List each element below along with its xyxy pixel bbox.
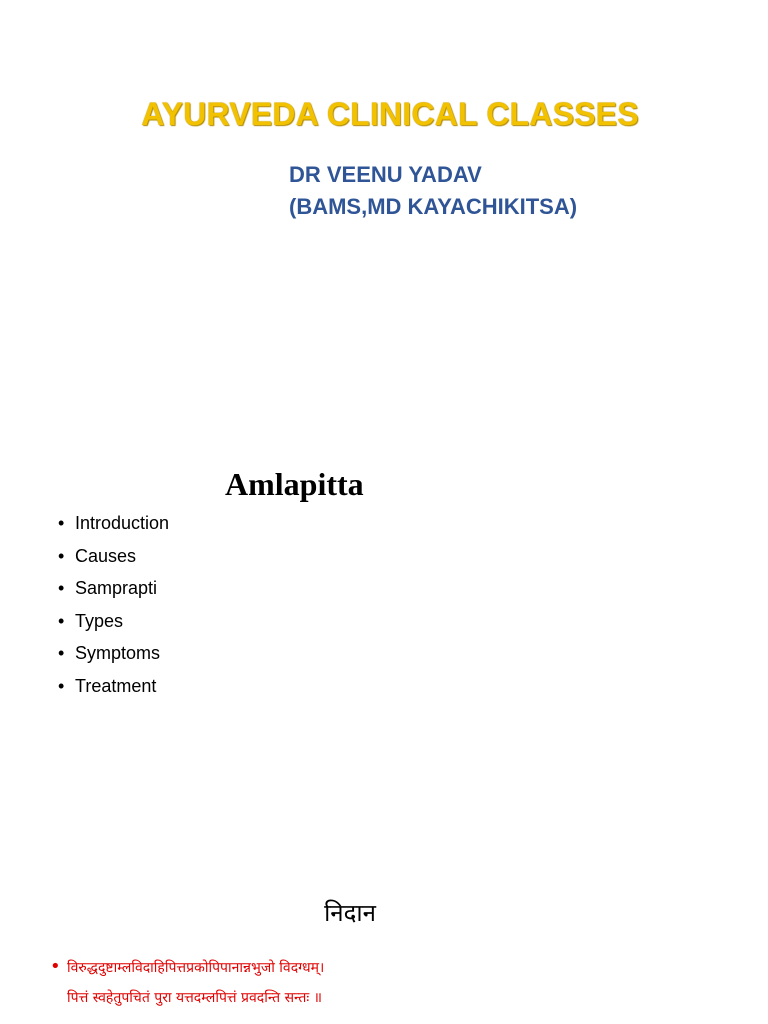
- course-title: AYURVEDA CLINICAL CLASSES: [141, 96, 639, 132]
- list-item: [58, 640, 169, 673]
- list-item-text: Causes: [75, 545, 137, 566]
- author-degree: (BAMS,MD KAYACHIKITSA): [289, 194, 578, 219]
- verse-text: विरुद्धदुष्टाम्लविदाहिपित्तप्रकोपिपानान्नभुजो विदग्धम्।: [67, 960, 325, 976]
- slide-heading: Amlapitta: [225, 466, 364, 502]
- slide-heading: निदान: [324, 899, 376, 927]
- list-item: [58, 543, 169, 576]
- verse-line-1: [50, 956, 324, 977]
- list-item: [58, 510, 169, 543]
- bullet-icon: •: [58, 578, 65, 598]
- list-item: [58, 673, 169, 706]
- bullet-icon: •: [50, 956, 61, 977]
- list-item-text: Types: [75, 610, 124, 631]
- slide-nidana: [0, 860, 768, 1024]
- slide-title: [0, 0, 768, 430]
- list-item-text: Symptoms: [75, 643, 161, 663]
- author-name: DR VEENU YADAV: [289, 162, 482, 187]
- slide-amlapitta-outline: [0, 430, 768, 860]
- bullet-icon: •: [58, 513, 65, 533]
- bullet-icon: •: [58, 610, 65, 631]
- list-item-text: Introduction: [75, 513, 170, 533]
- bullet-icon: •: [58, 643, 65, 663]
- list-item-text: Samprapti: [75, 578, 158, 598]
- topic-list: [58, 510, 169, 705]
- list-item: [58, 575, 169, 608]
- list-item: [58, 608, 169, 641]
- verse-line-2: पित्तं स्वहेतुपचितं पुरा यत्तदम्लपित्तं प्रवदन्ति सन्तः ॥: [67, 990, 323, 1006]
- list-item-text: Treatment: [75, 675, 157, 696]
- bullet-icon: •: [58, 545, 65, 566]
- bullet-icon: •: [58, 675, 65, 696]
